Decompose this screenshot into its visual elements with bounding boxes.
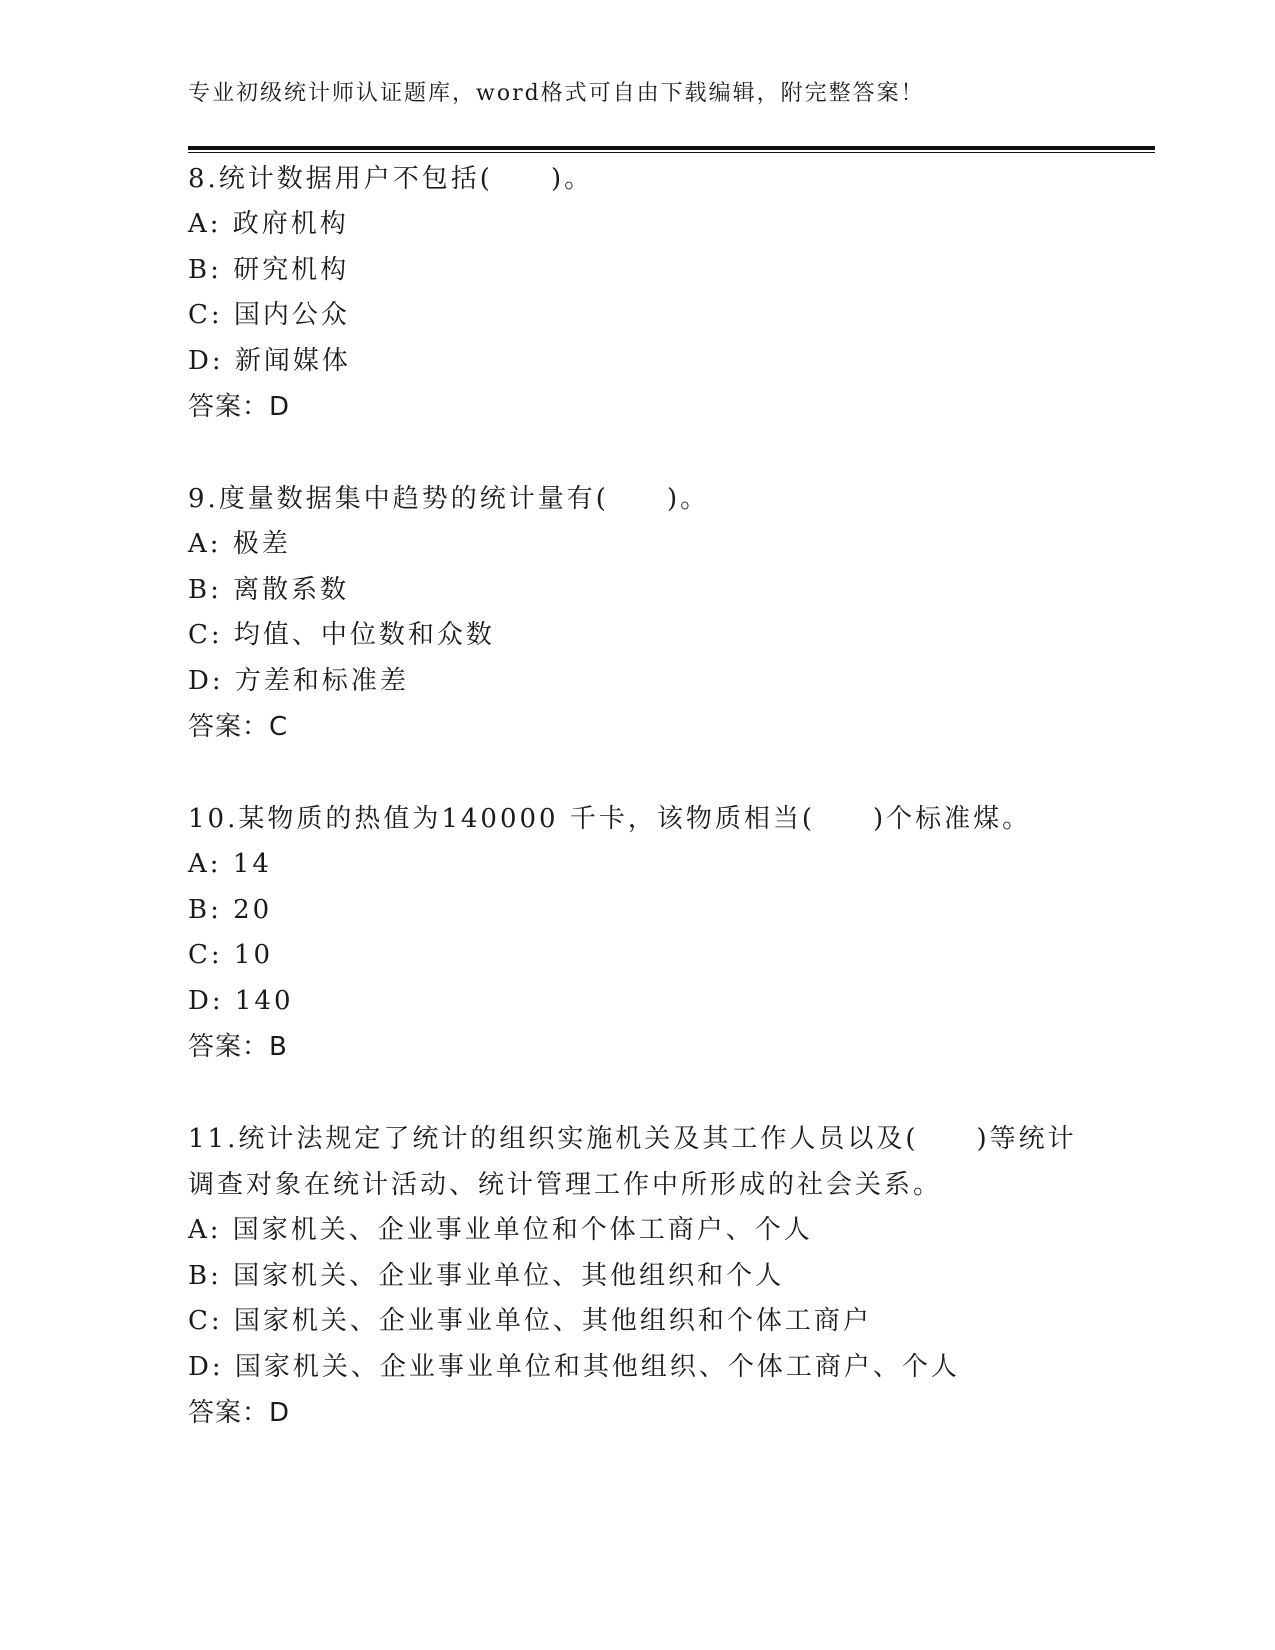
option-a: A: 国家机关、企业事业单位和个体工商户、个人 xyxy=(188,1215,813,1245)
question-list xyxy=(188,156,1088,1482)
question-stem: 10.某物质的热值为140000 千卡，该物质相当( )个标准煤。 xyxy=(188,804,1032,834)
option-b: B: 国家机关、企业事业单位、其他组织和个人 xyxy=(188,1260,785,1291)
option-d: D: 新闻媒体 xyxy=(188,345,351,376)
question-8 xyxy=(188,156,1088,430)
question-9 xyxy=(188,476,1088,750)
option-a: A: 14 xyxy=(188,849,272,879)
option-a: A: 极差 xyxy=(188,529,291,559)
option-c: C: 均值、中位数和众数 xyxy=(188,620,495,650)
option-c: C: 10 xyxy=(188,940,274,970)
header-divider-thin xyxy=(188,152,1155,153)
option-a: A: 政府机构 xyxy=(188,209,349,239)
option-list xyxy=(188,842,1088,1024)
option-list xyxy=(188,522,1088,704)
option-list xyxy=(188,202,1088,384)
question-stem: 8.统计数据用户不包括( )。 xyxy=(188,164,594,194)
option-c: C: 国家机关、企业事业单位、其他组织和个体工商户 xyxy=(188,1306,872,1336)
option-b: B: 离散系数 xyxy=(188,574,350,605)
option-b: B: 研究机构 xyxy=(188,254,350,285)
option-c: C: 国内公众 xyxy=(188,300,350,330)
option-d: D: 140 xyxy=(188,985,294,1016)
question-11 xyxy=(188,1116,1088,1436)
header-divider-thick xyxy=(188,146,1155,150)
answer-line: 答案：D xyxy=(188,392,291,422)
question-stem: 11.统计法规定了统计的组织实施机关及其工作人员以及( )等统计调查对象在统计活动、统计管理工作中所形成的社会关系。 xyxy=(188,1124,1077,1200)
header-note: 专业初级统计师认证题库，word格式可自由下载编辑，附完整答案！ xyxy=(188,81,925,106)
question-10 xyxy=(188,796,1088,1070)
answer-line: 答案：D xyxy=(188,1398,291,1428)
option-d: D: 国家机关、企业事业单位和其他组织、个体工商户、个人 xyxy=(188,1351,960,1382)
option-d: D: 方差和标准差 xyxy=(188,665,409,696)
question-stem: 9.度量数据集中趋势的统计量有( )。 xyxy=(188,484,710,514)
answer-line: 答案：B xyxy=(188,1032,288,1062)
option-b: B: 20 xyxy=(188,894,273,925)
answer-line: 答案：C xyxy=(188,712,289,742)
option-list xyxy=(188,1208,1088,1390)
